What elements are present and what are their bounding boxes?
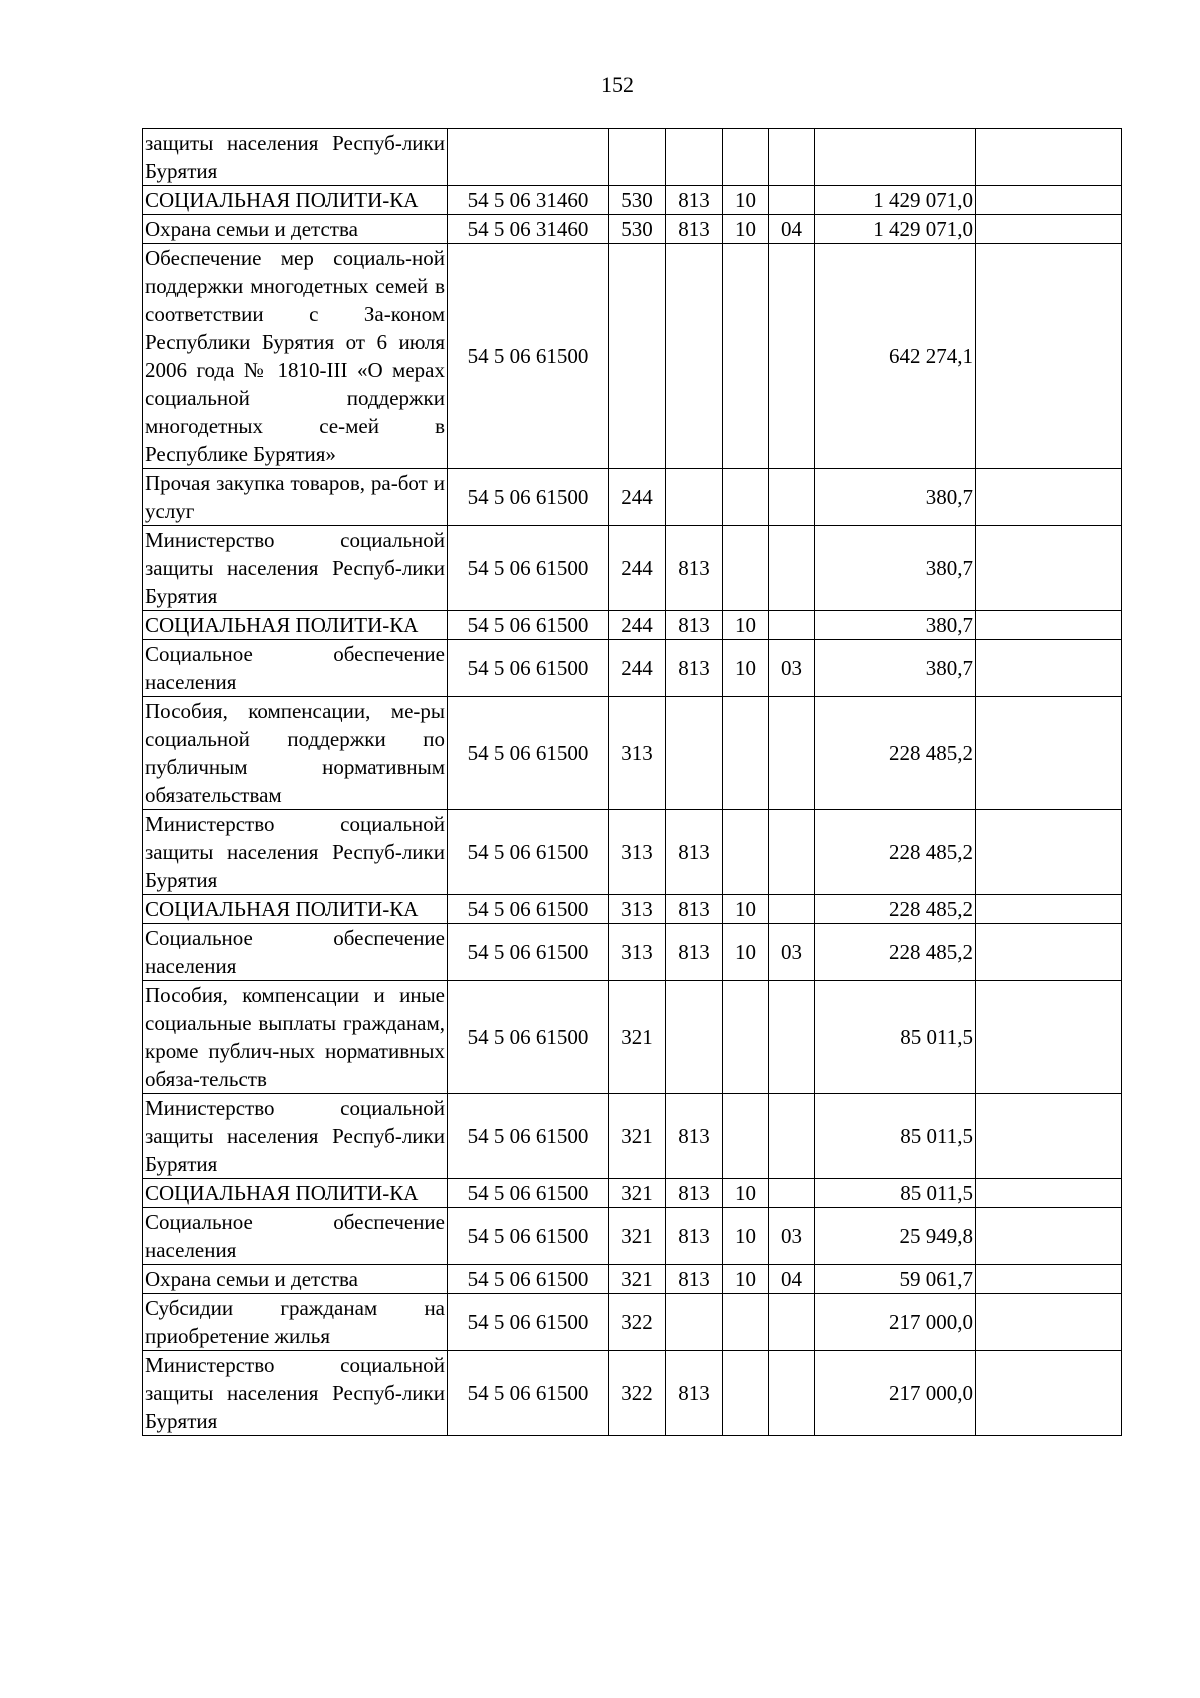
table-row [143,924,1122,981]
target-code-cell: 54 5 06 61500 [448,1265,609,1294]
subsection-cell: 03 [769,1208,815,1265]
row-name-cell: Министерство социальной защиты населения Респуб-лики Бурятия [143,1351,448,1436]
amount-cell: 642 274,1 [815,244,976,469]
section-cell: 10 [723,640,769,697]
row-name-cell: Социальное обеспечение населения [143,924,448,981]
expense-type-cell: 322 [609,1351,666,1436]
table-row [143,186,1122,215]
extra-cell [976,697,1122,810]
ministry-code-cell [666,129,723,186]
table-row [143,469,1122,526]
extra-cell [976,526,1122,611]
table-row [143,526,1122,611]
table-row [143,215,1122,244]
extra-cell [976,981,1122,1094]
target-code-cell: 54 5 06 61500 [448,469,609,526]
table-row [143,1179,1122,1208]
row-name-cell: Социальное обеспечение населения [143,640,448,697]
extra-cell [976,244,1122,469]
target-code-cell: 54 5 06 61500 [448,244,609,469]
section-cell: 10 [723,611,769,640]
expense-type-cell: 530 [609,215,666,244]
target-code-cell: 54 5 06 61500 [448,697,609,810]
subsection-cell [769,810,815,895]
subsection-cell [769,611,815,640]
row-name-cell: Прочая закупка товаров, ра-бот и услуг [143,469,448,526]
extra-cell [976,186,1122,215]
section-cell: 10 [723,1265,769,1294]
row-name-cell: СОЦИАЛЬНАЯ ПОЛИТИ-КА [143,186,448,215]
amount-cell: 228 485,2 [815,810,976,895]
section-cell: 10 [723,895,769,924]
amount-cell: 228 485,2 [815,895,976,924]
expense-type-cell: 313 [609,895,666,924]
row-name-cell: Социальное обеспечение населения [143,1208,448,1265]
expense-type-cell: 321 [609,1179,666,1208]
target-code-cell: 54 5 06 61500 [448,611,609,640]
subsection-cell [769,244,815,469]
section-cell [723,810,769,895]
table-row [143,697,1122,810]
section-cell [723,244,769,469]
amount-cell: 217 000,0 [815,1351,976,1436]
section-cell: 10 [723,1179,769,1208]
extra-cell [976,895,1122,924]
expense-type-cell: 321 [609,1094,666,1179]
ministry-code-cell: 813 [666,526,723,611]
table-row [143,611,1122,640]
amount-cell: 228 485,2 [815,924,976,981]
target-code-cell: 54 5 06 61500 [448,895,609,924]
amount-cell: 85 011,5 [815,1094,976,1179]
expense-type-cell [609,244,666,469]
subsection-cell: 03 [769,640,815,697]
target-code-cell: 54 5 06 61500 [448,526,609,611]
row-name-cell: СОЦИАЛЬНАЯ ПОЛИТИ-КА [143,1179,448,1208]
row-name-cell: Охрана семьи и детства [143,215,448,244]
expense-type-cell: 313 [609,924,666,981]
ministry-code-cell: 813 [666,810,723,895]
ministry-code-cell [666,981,723,1094]
ministry-code-cell: 813 [666,1094,723,1179]
expense-type-cell: 244 [609,526,666,611]
ministry-code-cell: 813 [666,215,723,244]
extra-cell [976,924,1122,981]
expense-type-cell: 313 [609,697,666,810]
amount-cell: 85 011,5 [815,981,976,1094]
target-code-cell: 54 5 06 31460 [448,186,609,215]
row-name-cell: защиты населения Респуб-лики Бурятия [143,129,448,186]
target-code-cell: 54 5 06 61500 [448,924,609,981]
extra-cell [976,1294,1122,1351]
extra-cell [976,129,1122,186]
table-row [143,1351,1122,1436]
subsection-cell [769,129,815,186]
ministry-code-cell: 813 [666,611,723,640]
table-row [143,244,1122,469]
extra-cell [976,1265,1122,1294]
section-cell [723,697,769,810]
ministry-code-cell: 813 [666,1351,723,1436]
expense-type-cell: 530 [609,186,666,215]
section-cell: 10 [723,1208,769,1265]
expense-type-cell: 244 [609,469,666,526]
expense-type-cell: 244 [609,611,666,640]
table-row [143,129,1122,186]
target-code-cell: 54 5 06 61500 [448,1208,609,1265]
section-cell: 10 [723,924,769,981]
row-name-cell: Охрана семьи и детства [143,1265,448,1294]
target-code-cell [448,129,609,186]
amount-cell: 25 949,8 [815,1208,976,1265]
row-name-cell: Пособия, компенсации и иные социальные выплаты гражданам, кроме публич-ных нормативных обяза-тельств [143,981,448,1094]
section-cell [723,1294,769,1351]
table-row [143,1294,1122,1351]
subsection-cell [769,469,815,526]
ministry-code-cell: 813 [666,186,723,215]
extra-cell [976,640,1122,697]
table-row [143,810,1122,895]
expense-type-cell: 321 [609,1265,666,1294]
expense-type-cell: 322 [609,1294,666,1351]
ministry-code-cell: 813 [666,640,723,697]
extra-cell [976,1094,1122,1179]
subsection-cell [769,697,815,810]
section-cell: 10 [723,215,769,244]
amount-cell: 228 485,2 [815,697,976,810]
subsection-cell [769,981,815,1094]
row-name-cell: Пособия, компенсации, ме-ры социальной поддержки по публичным нормативным обязательствам [143,697,448,810]
subsection-cell: 04 [769,1265,815,1294]
ministry-code-cell: 813 [666,895,723,924]
extra-cell [976,215,1122,244]
extra-cell [976,810,1122,895]
amount-cell [815,129,976,186]
ministry-code-cell [666,469,723,526]
subsection-cell: 03 [769,924,815,981]
amount-cell: 380,7 [815,611,976,640]
section-cell [723,469,769,526]
table-row [143,1094,1122,1179]
subsection-cell [769,1351,815,1436]
amount-cell: 85 011,5 [815,1179,976,1208]
ministry-code-cell: 813 [666,1208,723,1265]
table-row [143,895,1122,924]
subsection-cell: 04 [769,215,815,244]
target-code-cell: 54 5 06 61500 [448,1094,609,1179]
subsection-cell [769,895,815,924]
expense-type-cell: 313 [609,810,666,895]
row-name-cell: Министерство социальной защиты населения Респуб-лики Бурятия [143,810,448,895]
expense-type-cell: 321 [609,981,666,1094]
ministry-code-cell [666,1294,723,1351]
row-name-cell: СОЦИАЛЬНАЯ ПОЛИТИ-КА [143,611,448,640]
amount-cell: 380,7 [815,640,976,697]
table-row [143,981,1122,1094]
amount-cell: 1 429 071,0 [815,215,976,244]
ministry-code-cell [666,244,723,469]
target-code-cell: 54 5 06 61500 [448,810,609,895]
subsection-cell [769,186,815,215]
subsection-cell [769,1179,815,1208]
ministry-code-cell: 813 [666,924,723,981]
page-number: 152 [601,72,634,97]
target-code-cell: 54 5 06 61500 [448,1351,609,1436]
expense-type-cell: 321 [609,1208,666,1265]
subsection-cell [769,526,815,611]
subsection-cell [769,1094,815,1179]
row-name-cell: Субсидии гражданам на приобретение жилья [143,1294,448,1351]
table-row [143,1265,1122,1294]
row-name-cell: СОЦИАЛЬНАЯ ПОЛИТИ-КА [143,895,448,924]
subsection-cell [769,1294,815,1351]
amount-cell: 1 429 071,0 [815,186,976,215]
extra-cell [976,611,1122,640]
ministry-code-cell [666,697,723,810]
ministry-code-cell: 813 [666,1265,723,1294]
ministry-code-cell: 813 [666,1179,723,1208]
expense-type-cell: 244 [609,640,666,697]
target-code-cell: 54 5 06 31460 [448,215,609,244]
target-code-cell: 54 5 06 61500 [448,1294,609,1351]
row-name-cell: Обеспечение мер социаль-ной поддержки многодетных семей в соответствии с За-коном Республики Бурятия от 6 июля 2006 года № 1810-III «О мерах социальной поддержки многодетных се-мей в Республике Бурятия» [143,244,448,469]
budget-table [142,128,1122,1436]
section-cell [723,1094,769,1179]
extra-cell [976,1351,1122,1436]
expense-type-cell [609,129,666,186]
row-name-cell: Министерство социальной защиты населения Респуб-лики Бурятия [143,526,448,611]
amount-cell: 59 061,7 [815,1265,976,1294]
amount-cell: 380,7 [815,469,976,526]
extra-cell [976,469,1122,526]
target-code-cell: 54 5 06 61500 [448,640,609,697]
target-code-cell: 54 5 06 61500 [448,1179,609,1208]
table-row [143,640,1122,697]
table-body [143,129,1122,1436]
table-row [143,1208,1122,1265]
section-cell [723,1351,769,1436]
row-name-cell: Министерство социальной защиты населения Респуб-лики Бурятия [143,1094,448,1179]
extra-cell [976,1208,1122,1265]
section-cell: 10 [723,186,769,215]
extra-cell [976,1179,1122,1208]
amount-cell: 217 000,0 [815,1294,976,1351]
section-cell [723,129,769,186]
target-code-cell: 54 5 06 61500 [448,981,609,1094]
section-cell [723,981,769,1094]
section-cell [723,526,769,611]
amount-cell: 380,7 [815,526,976,611]
